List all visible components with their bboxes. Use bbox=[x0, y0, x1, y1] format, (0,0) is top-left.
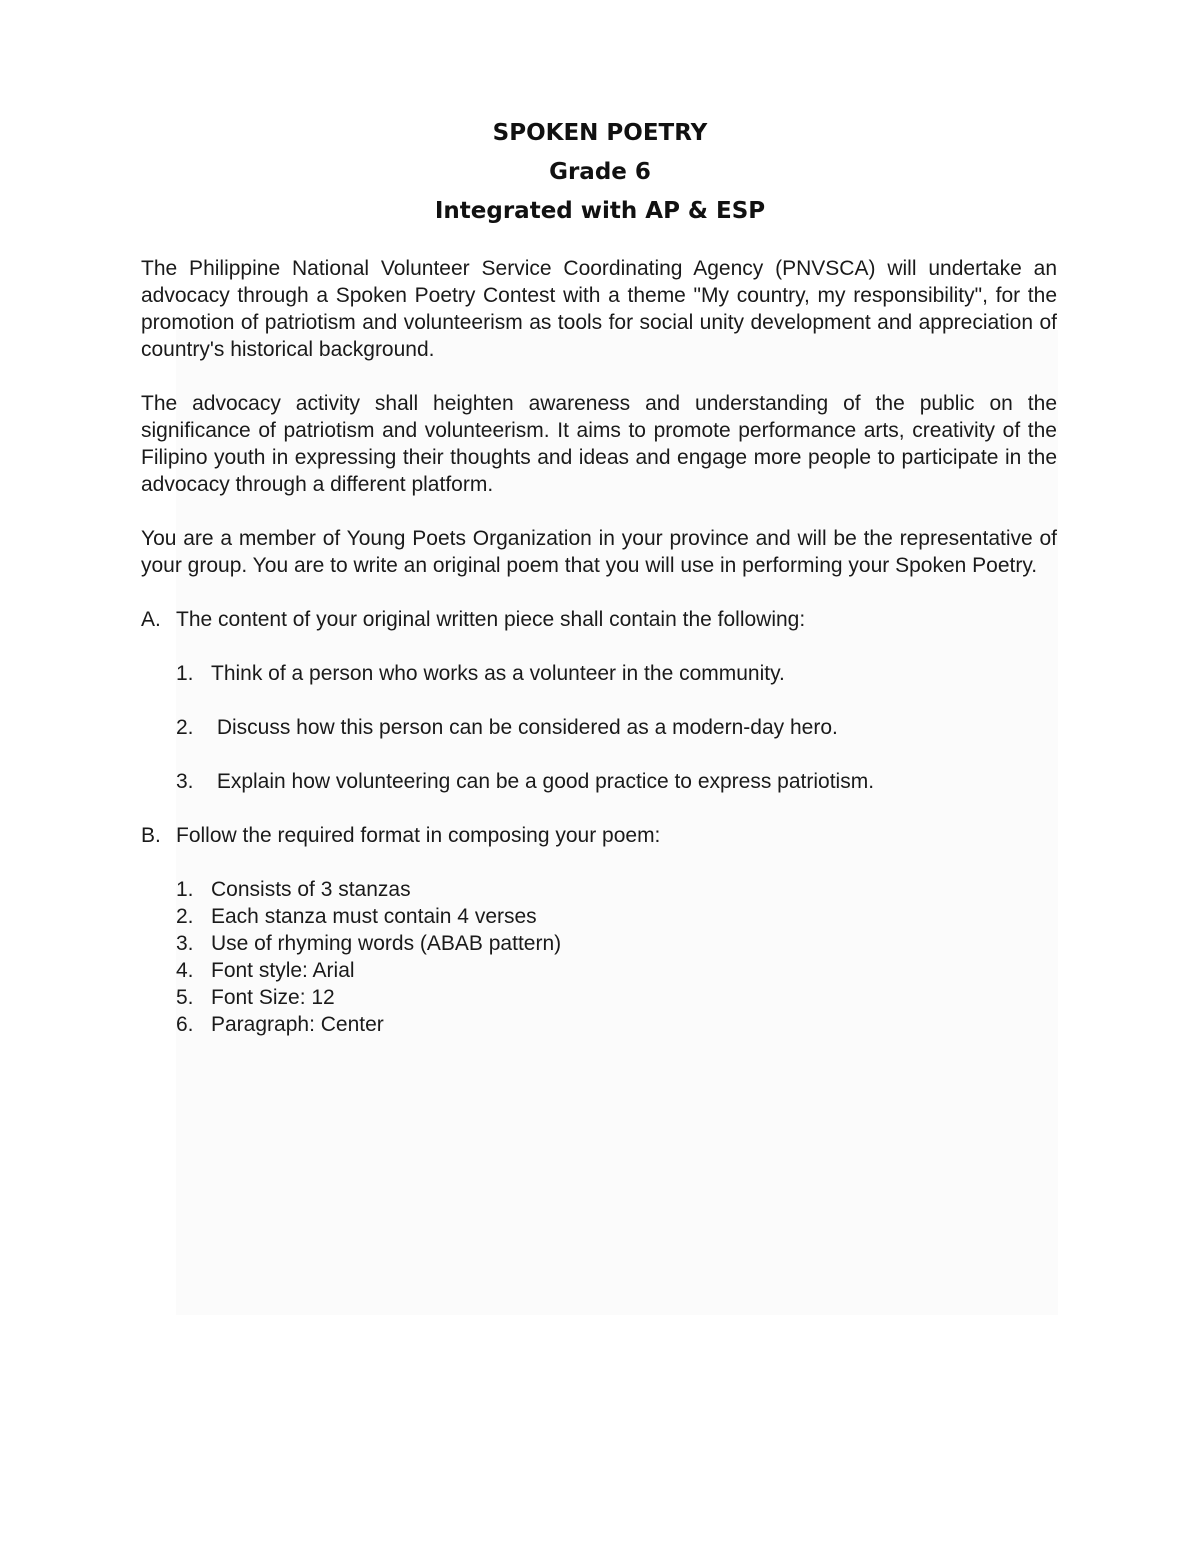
list-item-number: 2. bbox=[176, 905, 194, 928]
section-b-marker: B. bbox=[141, 824, 161, 847]
document-title: SPOKEN POETRY bbox=[492, 120, 708, 146]
list-item-text: Each stanza must contain 4 verses bbox=[211, 905, 537, 928]
list-item-text: Consists of 3 stanzas bbox=[211, 878, 411, 901]
document-subtitle: Integrated with AP & ESP bbox=[434, 198, 766, 224]
list-item bbox=[176, 903, 1057, 930]
list-item-number: 6. bbox=[176, 1013, 194, 1036]
list-item-number: 1. bbox=[176, 662, 194, 685]
section-b-text: Follow the required format in composing your poem: bbox=[176, 824, 661, 847]
list-item-text: Paragraph: Center bbox=[211, 1013, 384, 1036]
list-item-number: 4. bbox=[176, 959, 194, 982]
document-header bbox=[0, 114, 1200, 231]
section-a-text: The content of your original written piece shall contain the following: bbox=[176, 608, 806, 631]
list-item-text: Think of a person who works as a volunteer in the community. bbox=[211, 662, 785, 685]
list-item bbox=[176, 714, 1057, 741]
list-item-text: Font style: Arial bbox=[211, 959, 355, 982]
list-item bbox=[176, 930, 1057, 957]
list-item bbox=[176, 660, 1057, 687]
list-item bbox=[176, 1011, 1057, 1038]
list-item-number: 1. bbox=[176, 878, 194, 901]
list-item bbox=[176, 984, 1057, 1011]
list-item-text: Font Size: 12 bbox=[211, 986, 335, 1009]
intro-paragraph: The Philippine National Volunteer Service Coordinating Agency (PNVSCA) will undertake an advocacy through a Spoken Poetry Contest with a theme "My country, my responsibility", for the promotion of patriotism and volunteerism as tools for social unity development and appreciation of country's historical background. bbox=[141, 257, 1057, 361]
section-b-heading bbox=[141, 822, 1057, 849]
grade-level: Grade 6 bbox=[549, 159, 651, 185]
task-paragraph: You are a member of Young Poets Organization in your province and will be the representative of your group. You are to write an original poem that you will use in performing your Spoken Poetry. bbox=[141, 527, 1057, 577]
list-item-text: Discuss how this person can be considered as a modern-day hero. bbox=[211, 716, 838, 739]
list-item-text: Explain how volunteering can be a good practice to express patriotism. bbox=[211, 770, 875, 793]
list-item-number: 3. bbox=[176, 770, 194, 793]
list-item-number: 2. bbox=[176, 716, 194, 739]
list-item bbox=[176, 768, 1057, 795]
advocacy-paragraph: The advocacy activity shall heighten awareness and understanding of the public on the significance of patriotism and volunteerism. It aims to promote performance arts, creativity of the Filipino youth in expressing their thoughts and ideas and engage more people to participate in the advocacy through a different platform. bbox=[141, 392, 1057, 496]
section-a-heading bbox=[141, 606, 1057, 633]
list-item bbox=[176, 957, 1057, 984]
list-item bbox=[176, 876, 1057, 903]
document-body bbox=[141, 255, 1057, 1065]
section-b-list bbox=[176, 876, 1057, 1038]
section-a-marker: A. bbox=[141, 608, 161, 631]
list-item-number: 5. bbox=[176, 986, 194, 1009]
section-a-list bbox=[176, 660, 1057, 795]
list-item-number: 3. bbox=[176, 932, 194, 955]
list-item-text: Use of rhyming words (ABAB pattern) bbox=[211, 932, 562, 955]
